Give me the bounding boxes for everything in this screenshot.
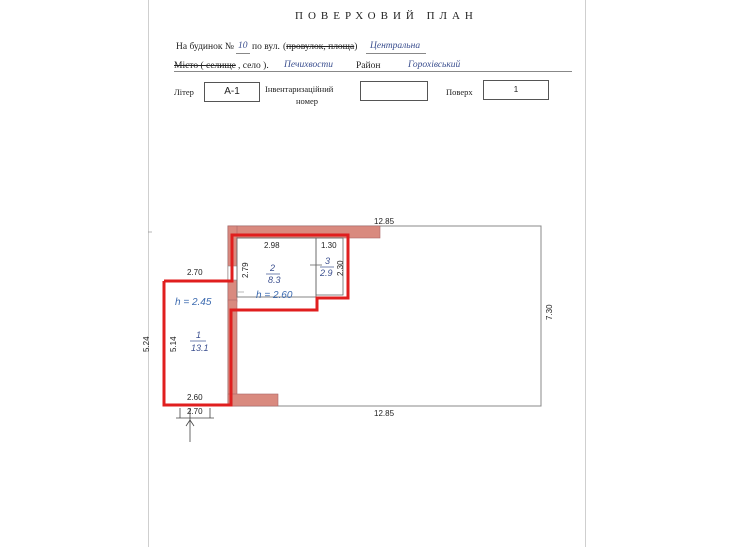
dim-room2-width: 2.98 (264, 241, 280, 250)
district-name: Горохівський (408, 60, 461, 70)
street-struck-text: провулок, площа (286, 42, 355, 52)
dim-room1-top-width: 2.70 (187, 268, 203, 277)
district-label: Район (356, 61, 381, 71)
room2-number: 2 (270, 263, 276, 273)
liter-label: Літер (174, 87, 194, 97)
inventory-label: Інвентаризаційний (265, 84, 334, 94)
dim-bottom-width: 12.85 (374, 409, 395, 418)
street-name: Центральна (370, 41, 421, 51)
village-name: Печихвости (284, 60, 334, 70)
dim-left-outer-height: 5.24 (142, 336, 151, 352)
liter-field: А-1 (204, 82, 260, 102)
dim-room1-bottom-width: 2.60 (187, 393, 203, 402)
page-title: ПОВЕРХОВИЙ ПЛАН (295, 10, 478, 22)
dim-porch-width: 2.70 (187, 407, 203, 416)
floor-label: Поверх (446, 87, 473, 97)
house-label: На будинок № (176, 42, 234, 52)
room2-ceiling-height: h = 2.60 (256, 290, 293, 301)
room1-area: 13.1 (191, 343, 209, 353)
floor-field: 1 (483, 80, 549, 100)
room1-number: 1 (196, 330, 202, 340)
dim-right-height: 7.30 (545, 304, 554, 320)
dim-room2-height: 2.79 (241, 262, 250, 278)
room3-number: 3 (325, 256, 331, 266)
city-struck-text: Місто ( селище (174, 61, 236, 71)
dim-left-inner-height: 5.14 (169, 336, 178, 352)
room1-ceiling-height: h = 2.45 (175, 297, 212, 308)
street-prefix: по вул. (252, 42, 280, 52)
room3-area: 2.9 (320, 268, 333, 278)
village-prefix: , село ). (238, 61, 269, 71)
building-outline (228, 226, 541, 406)
wall-segment (228, 394, 278, 406)
highlighted-perimeter (164, 235, 348, 405)
room2-area: 8.3 (268, 275, 281, 285)
inventory-label-line2: номер (296, 96, 319, 106)
house-number: 10 (238, 41, 248, 51)
dim-room3-height: 2.30 (336, 260, 345, 276)
dim-top-width: 12.85 (374, 217, 395, 226)
dim-room3-width: 1.30 (321, 241, 337, 250)
